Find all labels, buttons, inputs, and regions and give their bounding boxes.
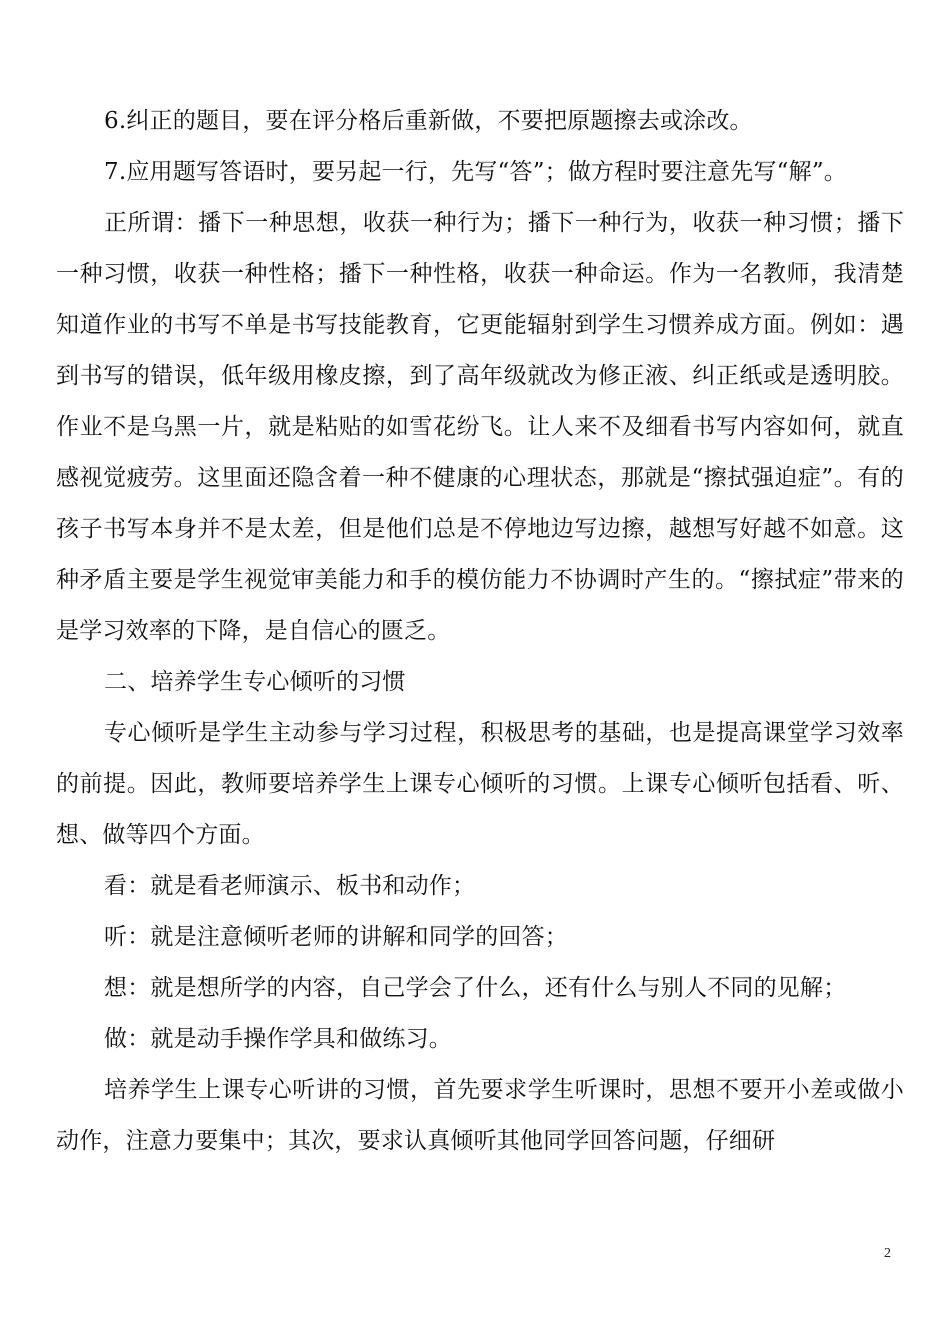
section-heading-listening: 二、培养学生专心倾听的习惯 bbox=[104, 669, 406, 695]
paragraph-look: 看：就是看老师演示、板书和动作； bbox=[104, 873, 476, 899]
paragraph-listen: 听：就是注意倾听老师的讲解和同学的回答； bbox=[104, 924, 568, 950]
paragraph-listening-intro: 专心倾听是学生主动参与学习过程，积极思考的基础，也是提高课堂学习效率的前提。因此，教师要培养学生上课专心倾听的习惯。上课专心倾听包括看、听、想、做等四个方面。 bbox=[56, 720, 904, 848]
paragraph-item-6: 6.纠正的题目，要在评分格后重新做，不要把原题擦去或涂改。 bbox=[104, 108, 753, 134]
paragraph-think: 想：就是想所学的内容，自己学会了什么，还有什么与别人不同的见解； bbox=[104, 975, 847, 1001]
paragraph-item-7: 7.应用题写答语时，要另起一行，先写“答”；做方程时要注意先写“解”。 bbox=[104, 159, 847, 185]
paragraph-cultivation: 培养学生上课专心听讲的习惯，首先要求学生听课时，思想不要开小差或做小动作，注意力要集中；其次，要求认真倾听其他同学回答问题，仔细研 bbox=[56, 1077, 904, 1154]
document-body bbox=[56, 96, 904, 1167]
paragraph-habit-discussion: 正所谓：播下一种思想，收获一种行为；播下一种行为，收获一种习惯；播下一种习惯，收获一种性格；播下一种性格，收获一种命运。作为一名教师，我清楚知道作业的书写不单是书写技能教育，它更能辐射到学生习惯养成方面。例如：遇到书写的错误，低年级用橡皮擦，到了高年级就改为修正液、纠正纸或是透明胶。作业不是乌黑一片，就是粘贴的如雪花纷飞。让人来不及细看书写内容如何，就直感视觉疲劳。这里面还隐含着一种不健康的心理状态，那就是“擦拭强迫症”。有的孩子书写本身并不是太差，但是他们总是不停地边写边擦，越想写好越不如意。这种矛盾主要是学生视觉审美能力和手的模仿能力不协调时产生的。“擦拭症”带来的是学习效率的下降，是自信心的匮乏。 bbox=[56, 210, 904, 644]
paragraph-do: 做：就是动手操作学具和做练习。 bbox=[104, 1026, 452, 1052]
page-number: 2 bbox=[884, 1246, 891, 1261]
